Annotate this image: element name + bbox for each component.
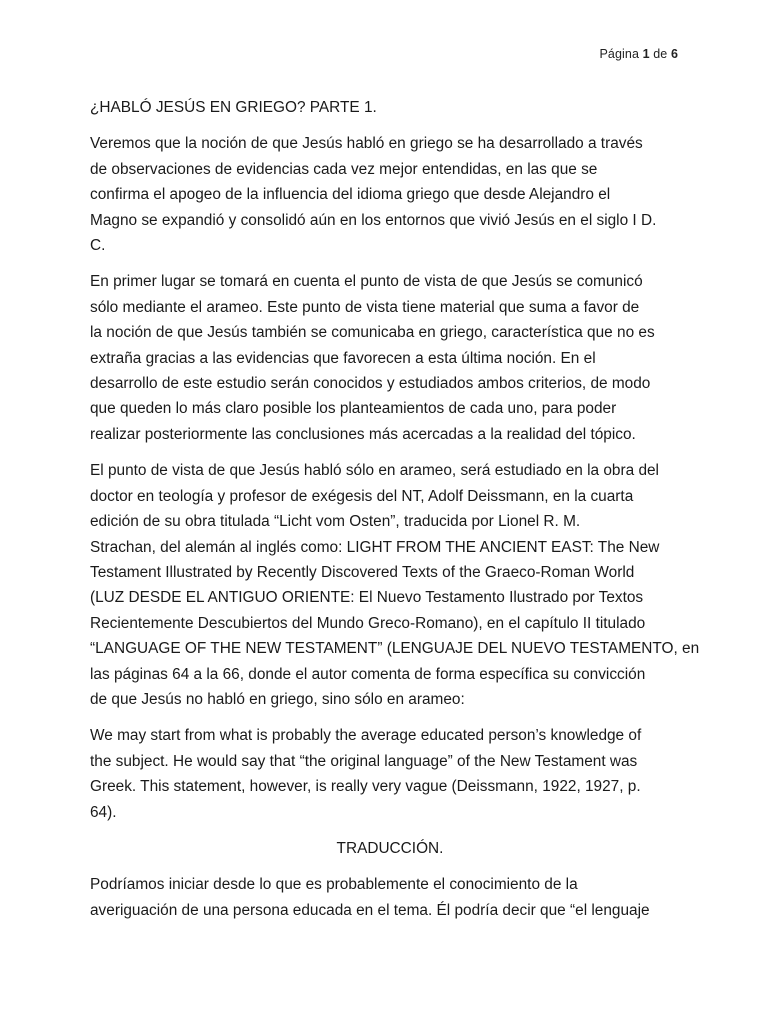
text-line: la noción de que Jesús también se comunicaba en griego, característica que no es	[90, 324, 655, 342]
text-line: Podríamos iniciar desde lo que es probablemente el conocimiento de la	[90, 876, 578, 894]
text-line: “LANGUAGE OF THE NEW TESTAMENT” (LENGUAJE DEL NUEVO TESTAMENTO, en	[90, 640, 700, 658]
text-line: doctor en teología y profesor de exégesis del NT, Adolf Deissmann, en la cuarta	[90, 487, 634, 505]
text-line: que queden lo más claro posible los planteamientos de cada uno, para poder	[90, 400, 617, 418]
paragraph-english-quote	[90, 723, 690, 825]
text-line: edición de su obra titulada “Licht vom Osten”, traducida por Lionel R. M.	[90, 513, 581, 531]
text-line: 64).	[90, 803, 117, 821]
text-line: confirma el apogeo de la influencia del idioma griego que desde Alejandro el	[90, 186, 611, 204]
text-line: Testament Illustrated by Recently Discovered Texts of the Graeco-Roman World	[90, 563, 635, 581]
paragraph-translation	[90, 872, 690, 923]
text-line: En primer lugar se tomará en cuenta el punto de vista de que Jesús se comunicó	[90, 273, 643, 291]
total-pages-number: 6	[670, 47, 678, 61]
page-word: Página	[599, 47, 640, 61]
text-line: We may start from what is probably the average educated person’s knowledge of	[90, 727, 642, 745]
text-line: Magno se expandió y consolidó aún en los entornos que vivió Jesús en el siglo I D.	[90, 211, 657, 229]
text-line: the subject. He would say that “the original language” of the New Testament was	[90, 752, 638, 770]
text-line: (LUZ DESDE EL ANTIGUO ORIENTE: El Nuevo Testamento Ilustrado por Textos	[90, 589, 644, 607]
text-line: realizar posteriormente las conclusiones más acercadas a la realidad del tópico.	[90, 425, 636, 443]
text-line: Veremos que la noción de que Jesús habló en griego se ha desarrollado a través	[90, 135, 643, 153]
text-line: extraña gracias a las evidencias que favorecen a esta última noción. En el	[90, 349, 596, 367]
paragraph-first-viewpoint	[90, 269, 690, 447]
text-line: de observaciones de evidencias cada vez mejor entendidas, en las que se	[90, 160, 598, 178]
text-line: C.	[90, 237, 106, 255]
text-line: sólo mediante el arameo. Este punto de vista tiene material que suma a favor de	[90, 298, 640, 316]
text-line: Greek. This statement, however, is really very vague (Deissmann, 1922, 1927, p.	[90, 778, 641, 796]
text-line: de que Jesús no habló en griego, sino sólo en arameo:	[90, 690, 465, 708]
document-body	[90, 95, 700, 934]
page-number-header	[600, 47, 679, 61]
current-page-number: 1	[642, 47, 650, 61]
translation-heading: TRADUCCIÓN.	[336, 839, 444, 857]
paragraph-intro	[90, 131, 690, 258]
text-line: las páginas 64 a la 66, donde el autor comenta de forma específica su convicción	[90, 665, 646, 683]
text-line: Strachan, del alemán al inglés como: LIGHT FROM THE ANCIENT EAST: The New	[90, 538, 660, 556]
text-line: desarrollo de este estudio serán conocidos y estudiados ambos criterios, de modo	[90, 375, 651, 393]
paragraph-deissmann	[90, 458, 700, 712]
text-line: El punto de vista de que Jesús habló sólo en arameo, será estudiado en la obra del	[90, 462, 659, 480]
of-word: de	[653, 47, 668, 61]
document-title: ¿HABLÓ JESÚS EN GRIEGO? PARTE 1.	[90, 99, 377, 116]
text-line: Recientemente Descubiertos del Mundo Greco-Romano), en el capítulo II titulado	[90, 614, 646, 632]
text-line: averiguación de una persona educada en el tema. Él podría decir que “el lenguaje	[90, 901, 650, 919]
